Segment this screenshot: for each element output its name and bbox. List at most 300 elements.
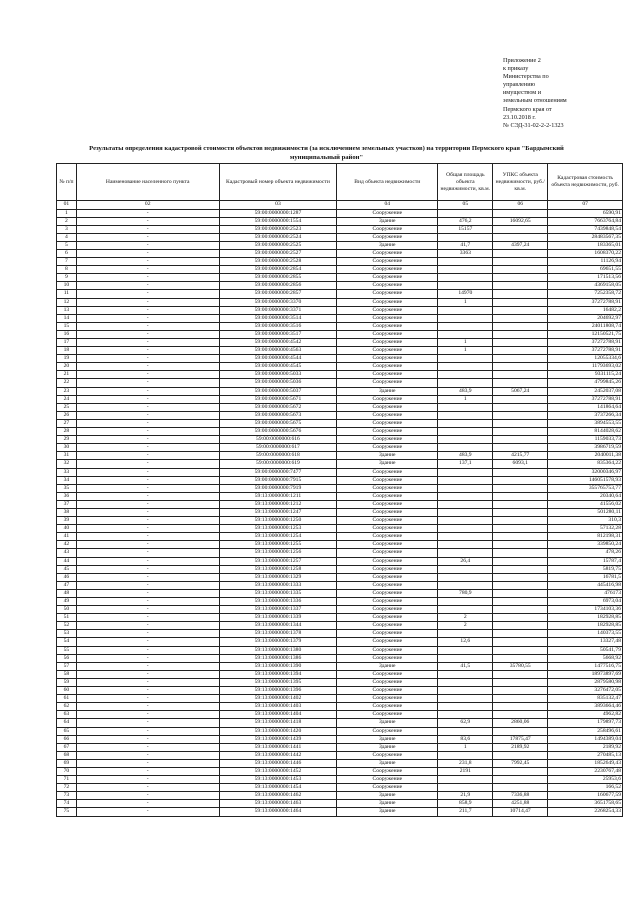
upks-cell [493, 695, 548, 703]
object-type-cell: Сооружение [337, 638, 438, 646]
cadastral-number-cell: 59:13:0000000:1396 [219, 687, 337, 695]
cadastral-value-cell: 3986719,59 [548, 444, 623, 452]
object-type-cell: Сооружение [337, 670, 438, 678]
object-type-cell: Сооружение [337, 225, 438, 233]
settlement-cell: - [76, 703, 219, 711]
row-number: 5 [57, 241, 77, 249]
row-number: 54 [57, 638, 77, 646]
cadastral-value-cell: 258496,61 [548, 727, 623, 735]
cadastral-value-cell: 166,52 [548, 784, 623, 792]
upks-cell [493, 363, 548, 371]
object-type-cell: Сооружение [337, 274, 438, 282]
area-cell: 211,7 [438, 808, 493, 816]
table-row [57, 549, 623, 557]
object-type-cell: Сооружение [337, 767, 438, 775]
cadastral-number-cell: 59:00:0000000:5036 [219, 379, 337, 387]
upks-cell [493, 379, 548, 387]
cadastral-value-cell: 11126,94 [548, 258, 623, 266]
area-cell: 41,5 [438, 662, 493, 670]
cadastral-number-cell: 59:13:0000000:1211 [219, 492, 337, 500]
cadastral-value-cell: 310,3 [548, 517, 623, 525]
settlement-cell: - [76, 622, 219, 630]
settlement-cell: - [76, 233, 219, 241]
settlement-cell: - [76, 557, 219, 565]
row-number: 67 [57, 743, 77, 751]
object-type-cell: Здание [337, 719, 438, 727]
area-cell: 15157 [438, 225, 493, 233]
upks-cell [493, 266, 548, 274]
cadastral-number-cell: 59:00:0000000:4542 [219, 339, 337, 347]
upks-cell [493, 606, 548, 614]
object-type-cell: Сооружение [337, 784, 438, 792]
object-type-cell: Сооружение [337, 233, 438, 241]
area-cell [438, 371, 493, 379]
cadastral-value-cell: 7252358,72 [548, 290, 623, 298]
settlement-cell: - [76, 444, 219, 452]
area-cell: 1 [438, 743, 493, 751]
cadastral-number-cell: 59:00:0000000:5037 [219, 387, 337, 395]
table-row [57, 330, 623, 338]
cadastral-number-cell: 59:13:0000000:1329 [219, 573, 337, 581]
table-row [57, 517, 623, 525]
cadastral-value-cell: 20340,64 [548, 492, 623, 500]
upks-cell [493, 476, 548, 484]
upks-cell [493, 598, 548, 606]
settlement-cell: - [76, 654, 219, 662]
object-type-cell: Сооружение [337, 411, 438, 419]
area-cell: 21,9 [438, 792, 493, 800]
upks-cell [493, 419, 548, 427]
settlement-cell: - [76, 492, 219, 500]
cadastral-number-cell: 59:13:0000000:1337 [219, 606, 337, 614]
row-number: 8 [57, 266, 77, 274]
object-type-cell: Сооружение [337, 339, 438, 347]
cadastral-number-cell: 59:00:0000000:3370 [219, 298, 337, 306]
upks-cell [493, 646, 548, 654]
row-number: 48 [57, 589, 77, 597]
cadastral-value-cell: 7663764,84 [548, 217, 623, 225]
settlement-cell: - [76, 589, 219, 597]
cadastral-number-cell: 59:00:0000000:5675 [219, 419, 337, 427]
settlement-cell: - [76, 306, 219, 314]
cadastral-number-cell: 59:13:0000000:1394 [219, 670, 337, 678]
row-number: 26 [57, 411, 77, 419]
cadastral-value-cell: 37272788,91 [548, 395, 623, 403]
object-type-cell: Сооружение [337, 428, 438, 436]
table-row [57, 209, 623, 217]
upks-cell [493, 225, 548, 233]
row-number: 18 [57, 347, 77, 355]
cadastral-value-cell: 37272788,91 [548, 298, 623, 306]
cadastral-number-cell: 59:13:0000000:1212 [219, 500, 337, 508]
area-cell [438, 282, 493, 290]
area-cell: 41,7 [438, 241, 493, 249]
area-cell: 2191 [438, 767, 493, 775]
object-type-cell: Сооружение [337, 549, 438, 557]
table-row [57, 727, 623, 735]
table-row [57, 476, 623, 484]
object-type-cell: Сооружение [337, 687, 438, 695]
upks-cell [493, 347, 548, 355]
table-row [57, 428, 623, 436]
object-type-cell: Сооружение [337, 330, 438, 338]
object-type-cell: Сооружение [337, 403, 438, 411]
table-row [57, 249, 623, 257]
upks-cell [493, 403, 548, 411]
row-number: 9 [57, 274, 77, 282]
cadastral-value-cell: 182928,85 [548, 614, 623, 622]
table-row [57, 322, 623, 330]
object-type-cell: Сооружение [337, 468, 438, 476]
table-row [57, 654, 623, 662]
settlement-cell: - [76, 355, 219, 363]
cadastral-number-cell: 59:00:0000000:3517 [219, 330, 337, 338]
cadastral-value-cell: 24011808,74 [548, 322, 623, 330]
object-type-cell: Здание [337, 387, 438, 395]
header-num: № п/п [57, 164, 77, 201]
settlement-cell: - [76, 735, 219, 743]
cadastral-number-cell: 59:00:0000000:2524 [219, 233, 337, 241]
cadastral-value-cell: 1852649,43 [548, 759, 623, 767]
cadastral-value-cell: 5668,92 [548, 654, 623, 662]
cadastral-number-cell: 59:13:0000000:1333 [219, 581, 337, 589]
cadastral-value-cell: 2189,92 [548, 743, 623, 751]
area-cell: 476,2 [438, 217, 493, 225]
table-row [57, 695, 623, 703]
order-reference-line: имуществом и [503, 89, 542, 97]
table-row [57, 411, 623, 419]
cadastral-number-cell: 59:00:0000000:617 [219, 444, 337, 452]
table-row [57, 508, 623, 516]
upks-cell [493, 573, 548, 581]
row-number: 24 [57, 395, 77, 403]
column-number: 01 [57, 201, 77, 210]
area-cell [438, 209, 493, 217]
settlement-cell: - [76, 678, 219, 686]
cadastral-value-cell: 146051578,93 [548, 476, 623, 484]
cadastral-number-cell: 59:13:0000000:1336 [219, 598, 337, 606]
cadastral-number-cell: 59:00:0000000:7919 [219, 484, 337, 492]
column-number: 05 [438, 201, 493, 210]
table-row [57, 606, 623, 614]
table-row [57, 581, 623, 589]
row-number: 15 [57, 322, 77, 330]
row-number: 43 [57, 549, 77, 557]
cadastral-value-cell: 28483567,35 [548, 233, 623, 241]
table-row [57, 444, 623, 452]
cadastral-value-cell: 12150521,75 [548, 330, 623, 338]
cadastral-number-cell: 59:13:0000000:1250 [219, 517, 337, 525]
cadastral-value-cell: 6973,04 [548, 598, 623, 606]
upks-cell [493, 508, 548, 516]
upks-cell [493, 565, 548, 573]
cadastral-value-cell: 16781,5 [548, 573, 623, 581]
cadastral-value-cell: 37272788,91 [548, 339, 623, 347]
document-title-line-1: Результаты определения кадастровой стоимости объектов недвижимости (за исключением земельных участков) на территории Пермского края "Бардымский [89, 145, 564, 152]
settlement-cell: - [76, 387, 219, 395]
row-number: 49 [57, 598, 77, 606]
area-cell [438, 654, 493, 662]
cadastral-value-cell: 476173 [548, 589, 623, 597]
settlement-cell: - [76, 751, 219, 759]
cadastral-number-cell: 59:00:0000000:2528 [219, 258, 337, 266]
settlement-cell: - [76, 525, 219, 533]
upks-cell [493, 541, 548, 549]
cadastral-number-cell: 59:00:0000000:5033 [219, 371, 337, 379]
object-type-cell: Сооружение [337, 517, 438, 525]
area-cell [438, 419, 493, 427]
object-type-cell: Сооружение [337, 379, 438, 387]
table-row [57, 371, 623, 379]
object-type-cell: Здание [337, 460, 438, 468]
document-title [34, 145, 619, 162]
object-type-cell: Сооружение [337, 614, 438, 622]
object-type-cell: Сооружение [337, 751, 438, 759]
cadastral-value-cell: 57132,28 [548, 525, 623, 533]
area-cell: 1 [438, 339, 493, 347]
upks-cell [493, 339, 548, 347]
area-cell [438, 549, 493, 557]
table-row [57, 759, 623, 767]
area-cell: 780,9 [438, 589, 493, 597]
cadastral-number-cell: 59:13:0000000:1464 [219, 808, 337, 816]
column-numbers-row [57, 201, 623, 210]
row-number: 68 [57, 751, 77, 759]
table-row [57, 670, 623, 678]
order-reference-line: земельным отношениям [503, 97, 567, 105]
row-number: 63 [57, 711, 77, 719]
upks-cell [493, 670, 548, 678]
cadastral-number-cell: 59:13:0000000:1390 [219, 662, 337, 670]
upks-cell [493, 468, 548, 476]
row-number: 38 [57, 508, 77, 516]
row-number: 41 [57, 533, 77, 541]
upks-cell: 7336,88 [493, 792, 548, 800]
cadastral-value-cell: 69651,55 [548, 266, 623, 274]
table-row [57, 225, 623, 233]
table-row [57, 630, 623, 638]
table-row [57, 274, 623, 282]
settlement-cell: - [76, 549, 219, 557]
object-type-cell: Сооружение [337, 533, 438, 541]
settlement-cell: - [76, 759, 219, 767]
cadastral-value-cell: 140373,55 [548, 630, 623, 638]
object-type-cell: Сооружение [337, 492, 438, 500]
upks-cell [493, 614, 548, 622]
settlement-cell: - [76, 662, 219, 670]
table-row [57, 403, 623, 411]
area-cell [438, 403, 493, 411]
cadastral-value-cell: 7439848,54 [548, 225, 623, 233]
cadastral-number-cell: 59:13:0000000:1452 [219, 767, 337, 775]
cadastral-number-cell: 59:00:0000000:4563 [219, 347, 337, 355]
settlement-cell: - [76, 371, 219, 379]
upks-cell [493, 638, 548, 646]
cadastral-number-cell: 59:00:0000000:5672 [219, 403, 337, 411]
cadastral-number-cell: 59:13:0000000:1395 [219, 678, 337, 686]
settlement-cell: - [76, 484, 219, 492]
settlement-cell: - [76, 339, 219, 347]
area-cell [438, 508, 493, 516]
cadastral-number-cell: 59:00:0000000:2523 [219, 225, 337, 233]
upks-cell: 4251,88 [493, 800, 548, 808]
settlement-cell: - [76, 565, 219, 573]
row-number: 72 [57, 784, 77, 792]
upks-cell [493, 517, 548, 525]
row-number: 56 [57, 654, 77, 662]
cadastral-number-cell: 59:13:0000000:1462 [219, 792, 337, 800]
settlement-cell: - [76, 598, 219, 606]
upks-cell [493, 500, 548, 508]
object-type-cell: Сооружение [337, 703, 438, 711]
area-cell [438, 727, 493, 735]
cadastral-value-cell: 2268254,33 [548, 808, 623, 816]
object-type-cell: Сооружение [337, 727, 438, 735]
table-row [57, 355, 623, 363]
upks-cell [493, 395, 548, 403]
upks-cell [493, 444, 548, 452]
cadastral-number-cell: 59:13:0000000:1380 [219, 646, 337, 654]
upks-cell [493, 549, 548, 557]
object-type-cell: Сооружение [337, 776, 438, 784]
object-type-cell: Здание [337, 662, 438, 670]
object-type-cell: Сооружение [337, 419, 438, 427]
settlement-cell: - [76, 330, 219, 338]
cadastral-number-cell: 59:00:0000000:5676 [219, 428, 337, 436]
settlement-cell: - [76, 395, 219, 403]
cadastral-number-cell: 59:00:0000000:616 [219, 436, 337, 444]
area-cell [438, 695, 493, 703]
table-row [57, 492, 623, 500]
settlement-cell: - [76, 476, 219, 484]
area-cell [438, 646, 493, 654]
upks-cell [493, 687, 548, 695]
row-number: 20 [57, 363, 77, 371]
settlement-cell: - [76, 541, 219, 549]
cadastral-number-cell: 59:00:0000000:5673 [219, 411, 337, 419]
cadastral-value-cell: 16482,2 [548, 306, 623, 314]
upks-cell: 35780,55 [493, 662, 548, 670]
cadastral-value-cell: 5819,75 [548, 565, 623, 573]
cadastral-value-cell: 18973897,69 [548, 670, 623, 678]
object-type-cell: Здание [337, 735, 438, 743]
row-number: 30 [57, 444, 77, 452]
order-reference-line: № СЭД-31-02-2-2-1323 [503, 121, 564, 129]
row-number: 55 [57, 646, 77, 654]
header-settlement: Наименование населенного пункта [76, 164, 219, 201]
cadastral-value-cell: 160677,59 [548, 792, 623, 800]
table-row [57, 379, 623, 387]
settlement-cell: - [76, 266, 219, 274]
area-cell [438, 517, 493, 525]
cadastral-number-cell: 59:13:0000000:1256 [219, 549, 337, 557]
cadastral-value-cell: 204692,97 [548, 314, 623, 322]
cadastral-number-cell: 59:13:0000000:1378 [219, 630, 337, 638]
row-number: 47 [57, 581, 77, 589]
table-row [57, 387, 623, 395]
cadastral-value-table [56, 163, 623, 817]
area-cell [438, 363, 493, 371]
settlement-cell: - [76, 460, 219, 468]
object-type-cell: Сооружение [337, 347, 438, 355]
settlement-cell: - [76, 363, 219, 371]
object-type-cell: Сооружение [337, 444, 438, 452]
table-row [57, 241, 623, 249]
row-number: 65 [57, 727, 77, 735]
upks-cell [493, 209, 548, 217]
settlement-cell: - [76, 687, 219, 695]
object-type-cell: Здание [337, 792, 438, 800]
cadastral-value-cell: 4799845,26 [548, 379, 623, 387]
cadastral-value-cell: 41556,02 [548, 500, 623, 508]
settlement-cell: - [76, 670, 219, 678]
object-type-cell: Сооружение [337, 581, 438, 589]
row-number: 60 [57, 687, 77, 695]
table-row [57, 460, 623, 468]
cadastral-number-cell: 59:13:0000000:1454 [219, 784, 337, 792]
object-type-cell: Сооружение [337, 209, 438, 217]
object-type-cell: Сооружение [337, 395, 438, 403]
cadastral-number-cell: 59:13:0000000:1439 [219, 735, 337, 743]
area-cell [438, 266, 493, 274]
cadastral-number-cell: 59:13:0000000:1335 [219, 589, 337, 597]
table-row [57, 314, 623, 322]
area-cell [438, 258, 493, 266]
object-type-cell: Сооружение [337, 476, 438, 484]
upks-cell [493, 322, 548, 330]
table-row [57, 767, 623, 775]
settlement-cell: - [76, 274, 219, 282]
object-type-cell: Здание [337, 759, 438, 767]
settlement-cell: - [76, 581, 219, 589]
upks-cell [493, 533, 548, 541]
row-number: 14 [57, 314, 77, 322]
cadastral-number-cell: 59:00:0000000:2855 [219, 274, 337, 282]
column-number: 03 [219, 201, 337, 210]
row-number: 66 [57, 735, 77, 743]
row-number: 11 [57, 290, 77, 298]
table-row [57, 533, 623, 541]
area-cell [438, 428, 493, 436]
object-type-cell: Здание [337, 241, 438, 249]
object-type-cell: Сооружение [337, 646, 438, 654]
table-row [57, 743, 623, 751]
cadastral-number-cell: 59:13:0000000:1254 [219, 533, 337, 541]
cadastral-value-cell: 6590,91 [548, 209, 623, 217]
area-cell: 231,8 [438, 759, 493, 767]
cadastral-number-cell: 59:00:0000000:2527 [219, 249, 337, 257]
upks-cell: 2189,92 [493, 743, 548, 751]
cadastral-number-cell: 59:00:0000000:3516 [219, 322, 337, 330]
object-type-cell: Сооружение [337, 290, 438, 298]
cadastral-value-cell: 478,26 [548, 549, 623, 557]
settlement-cell: - [76, 606, 219, 614]
object-type-cell: Сооружение [337, 630, 438, 638]
cadastral-value-cell: 3893664,46 [548, 703, 623, 711]
settlement-cell: - [76, 411, 219, 419]
object-type-cell: Сооружение [337, 298, 438, 306]
header-total-area: Общая площадь объекта недвижимости, кв.м. [438, 164, 493, 201]
area-cell [438, 436, 493, 444]
upks-cell [493, 411, 548, 419]
object-type-cell: Сооружение [337, 436, 438, 444]
object-type-cell: Сооружение [337, 258, 438, 266]
cadastral-number-cell: 59:13:0000000:1442 [219, 751, 337, 759]
cadastral-number-cell: 59:00:0000000:7915 [219, 476, 337, 484]
upks-cell: 10714,47 [493, 808, 548, 816]
row-number: 23 [57, 387, 77, 395]
table-row [57, 614, 623, 622]
